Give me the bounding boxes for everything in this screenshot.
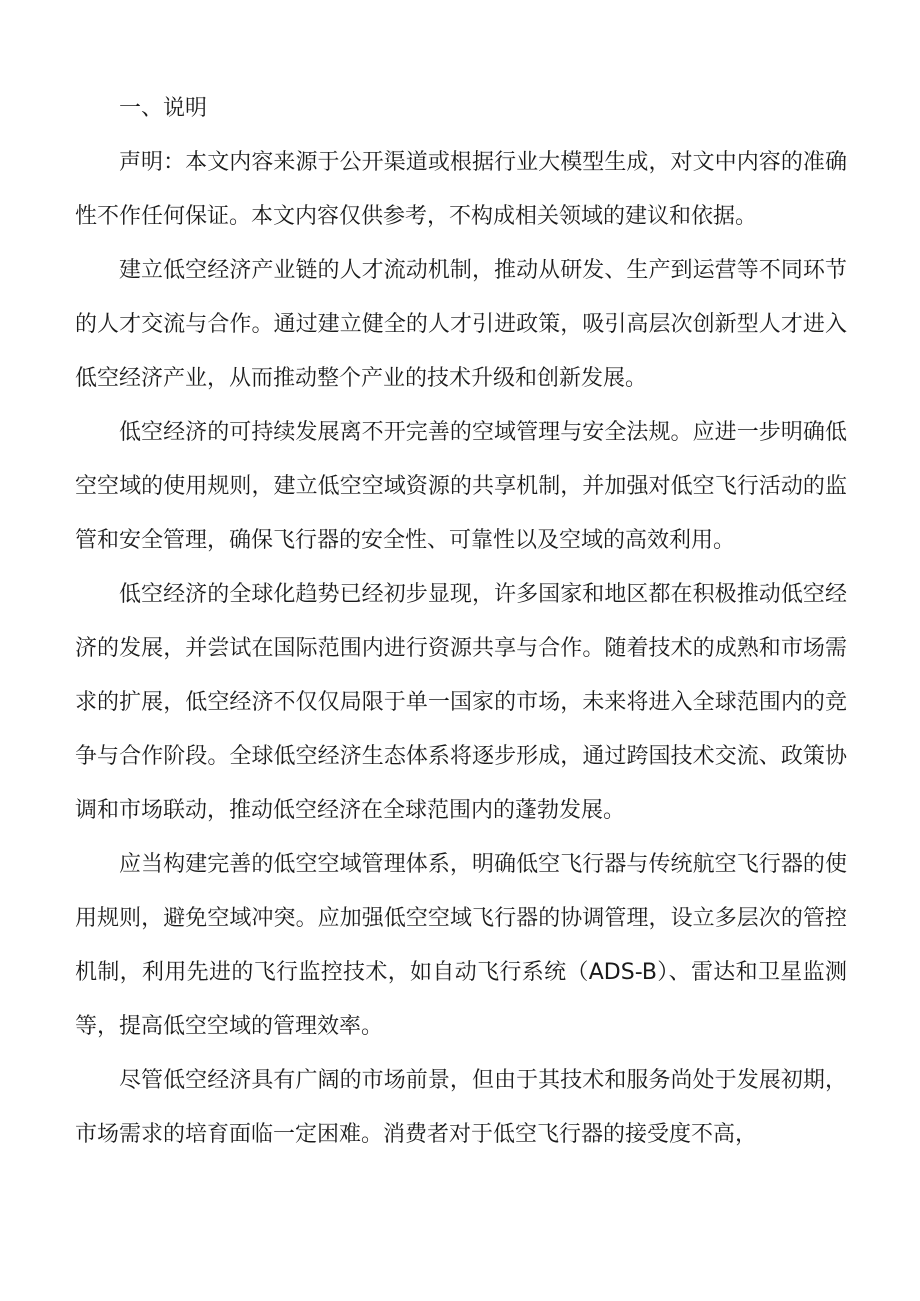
paragraph-talent-mechanism: 建立低空经济产业链的人才流动机制，推动从研发、生产到运营等不同环节的人才交流与合作。通过建立健全的人才引进政策，吸引高层次创新型人才进入低空经济产业，从而推动整个产业的技术升级和创新发展。	[75, 258, 847, 391]
paragraph-market-demand: 尽管低空经济具有广阔的市场前景，但由于其技术和服务尚处于发展初期，市场需求的培育面临一定困难。消费者对于低空飞行器的接受度不高，	[75, 1068, 847, 1147]
section-heading: 一、说明	[119, 96, 208, 121]
paragraph-airspace-management: 应当构建完善的低空空域管理体系，明确低空飞行器与传统航空飞行器的使用规则，避免空域冲突。应加强低空空域飞行器的协调管理，设立多层次的管控机制，利用先进的飞行监控技术，如自动飞行系统（ADS-B）、雷达和卫星监测等，提高低空空域的管理效率。	[75, 852, 847, 1039]
paragraph-globalization: 低空经济的全球化趋势已经初步显现，许多国家和地区都在积极推动低空经济的发展，并尝试在国际范围内进行资源共享与合作。随着技术的成熟和市场需求的扩展，低空经济不仅仅局限于单一国家的市场，未来将进入全球范围内的竞争与合作阶段。全球低空经济生态体系将逐步形成，通过跨国技术交流、政策协调和市场联动，推动低空经济在全球范围内的蓬勃发展。	[75, 582, 847, 823]
paragraph-airspace-regulation: 低空经济的可持续发展离不开完善的空域管理与安全法规。应进一步明确低空空域的使用规则，建立低空空域资源的共享机制，并加强对低空飞行活动的监管和安全管理，确保飞行器的安全性、可靠性以及空域的高效利用。	[75, 420, 847, 553]
paragraph-disclaimer: 声明：本文内容来源于公开渠道或根据行业大模型生成，对文中内容的准确性不作任何保证。本文内容仅供参考，不构成相关领域的建议和依据。	[75, 150, 847, 229]
document-body	[75, 82, 847, 1162]
